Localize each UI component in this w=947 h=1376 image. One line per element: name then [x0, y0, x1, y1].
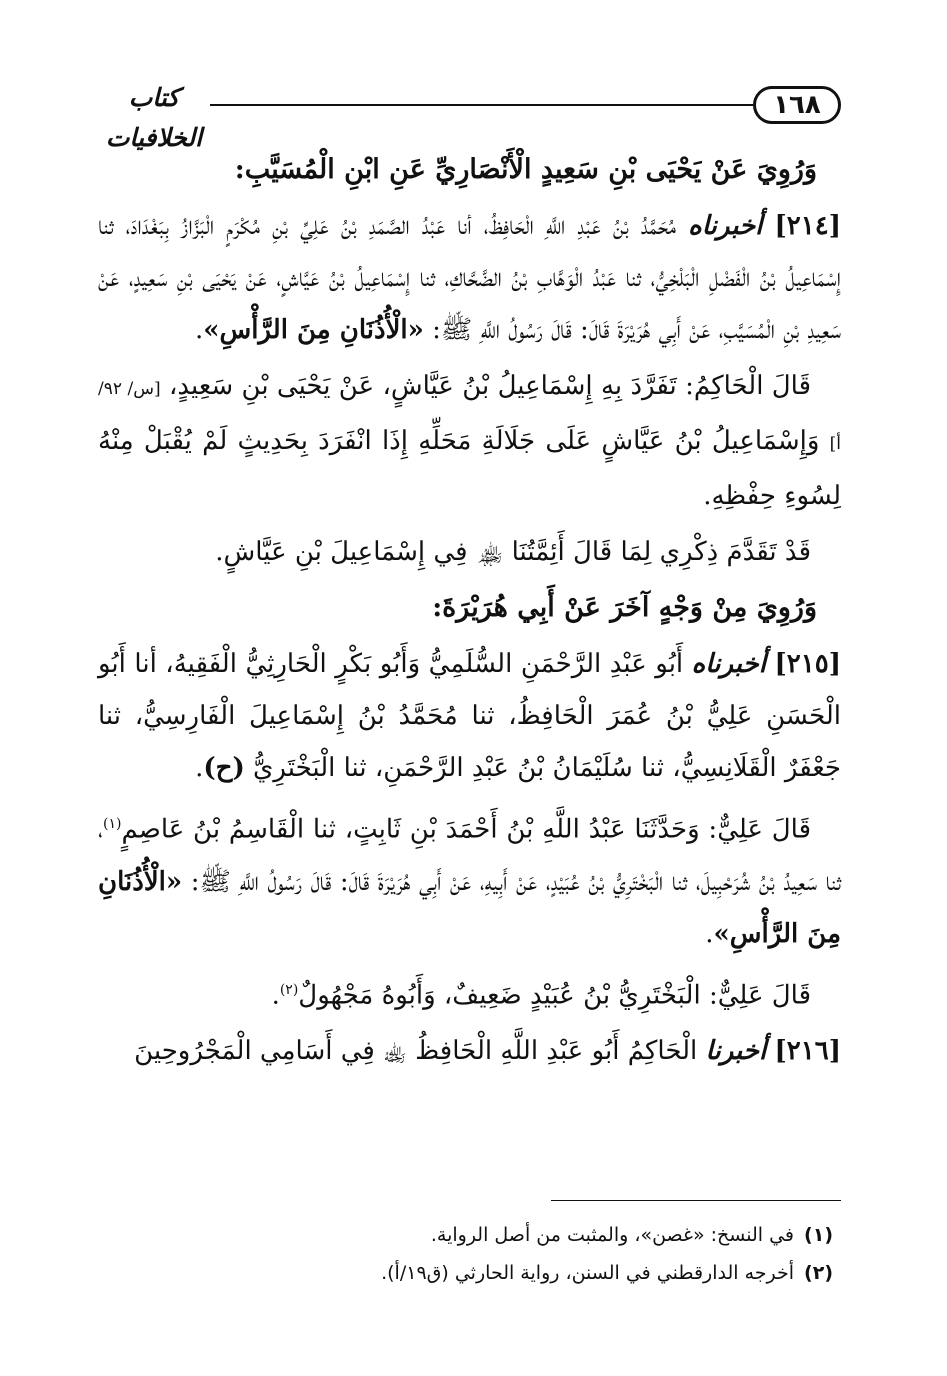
hadith-number: [٢١٤]	[774, 211, 842, 241]
sentence-end: .	[194, 315, 204, 345]
isnad-text: مُحَمَّدُ بْنُ عَبْدِ اللَّهِ الْحَافِظُ، أنا عَبْدُ الصَّمَدِ بْنُ عَلِيِّ بْنِ مُكْرَمٍ الْبَزَّازُ بِبَغْدَادَ، ثنا إِسْمَاعِيلُ بْنُ الْفَضْلِ الْبَلْخِيُّ، ثنا عَبْدُ الْوَهَّابِ بْنُ الضَّحَّاكِ، ثنا إِسْمَاعِيلُ بْنُ عَيَّاشٍ، عَنْ يَحْيَى بْنِ سَعِيدٍ، عَنْ سَعِيدِ بْنِ الْمُسَيَّبِ، عَنْ أَبِي هُرَيْرَةَ قَالَ: قَالَ رَسُولُ اللَّهِ ﷺ:	[98, 211, 841, 345]
isnad-text: الْحَاكِمُ أَبُو عَبْدِ اللَّهِ الْحَافِظُ ﵀ فِي أَسَامِي الْمَجْرُوحِينَ	[134, 1036, 698, 1067]
isnad-text-continued: ، ثنا سَعِيدُ بْنُ شُرَحْبِيلَ، ثنا الْبَخْتَرِيُّ بْنُ عُبَيْدٍ، عَنْ أَبِيهِ، عَنْ أَبِي هُرَيْرَةَ قَالَ: قَالَ رَسُولُ اللَّهِ ﷺ:	[98, 814, 842, 897]
prophetic-quote: «الْأُذُنَانِ مِنَ الرَّأْسِ»	[203, 315, 424, 345]
note-previous-mention: قَدْ تَقَدَّمَ ذِكْرِي لِمَا قَالَ أَئِمَّتُنَا ﵏ فِي إِسْمَاعِيلَ بْنِ عَيَّاشٍ.	[215, 537, 811, 567]
header-rule	[210, 104, 753, 106]
prophetic-quote: «الْأُذُنَانِ مِنَ الرَّأْسِ»	[98, 866, 841, 949]
isnad-text: أَبُو عَبْدِ الرَّحْمَنِ السُّلَمِيُّ وَأَبُو بَكْرٍ الْحَارِثِيُّ الْفَقِيهُ، أنا أَبُو الْحَسَنِ عَلِيُّ بْنُ عُمَرَ الْحَافِظُ، ثنا مُحَمَّدُ بْنُ إِسْمَاعِيلَ الْفَارِسِيُّ، ثنا جَعْفَرٌ الْقَلَانِسِيُّ، ثنا سُلَيْمَانُ بْنُ عَبْدِ الرَّحْمَنِ، ثنا الْبَخْتَرِيُّ	[98, 649, 841, 783]
section-heading-1: وَرُوِيَ عَنْ يَحْيَى بْنِ سَعِيدٍ الْأَنْصَارِيِّ عَنِ ابْنِ الْمُسَيَّبِ:	[234, 154, 817, 185]
sentence-end: .	[195, 753, 204, 783]
chain-keyword: أخبرناه	[691, 649, 766, 679]
section-heading-2: وَرُوِيَ مِنْ وَجْهٍ آخَرَ عَنْ أَبِي هُرَيْرَةَ:	[432, 592, 817, 623]
main-text	[98, 140, 841, 1077]
tahwil-mark: (ح)	[203, 753, 245, 783]
hakim-comment	[98, 360, 841, 522]
footnote-2	[98, 1254, 833, 1292]
chain-keyword: أخبرنا	[705, 1036, 767, 1067]
isnad-text: قَالَ عَلِيٌّ: وَحَدَّثَنَا عَبْدُ اللَّهِ بْنُ أَحْمَدَ بْنِ ثَابِتٍ، ثنا الْقَاسِمُ بْنُ عَاصِمٍ	[121, 814, 811, 845]
footnote-ref-2[interactable]: (٢)	[279, 981, 299, 998]
hadith-215	[98, 638, 841, 794]
sentence-end: .	[705, 918, 714, 949]
page-number: ١٦٨	[753, 86, 841, 124]
hadith-216	[98, 1025, 841, 1077]
footnote-text: أخرجه الدارقطني في السنن، رواية الحارثي (ق١٩/أ).	[381, 1262, 795, 1284]
footnotes	[98, 1216, 833, 1292]
hadith-number: [٢١٥]	[774, 649, 841, 679]
manuscript-folio-ref: [س/ ٩٢/ أ]	[98, 379, 842, 454]
footnote-number: (١)	[804, 1224, 833, 1246]
footnote-separator	[551, 1200, 841, 1201]
ali-chain	[98, 798, 841, 960]
comment-text: قَالَ عَلِيٌّ: الْبَخْتَرِيُّ بْنُ عُبَيْدٍ ضَعِيفٌ، وَأَبُوهُ مَجْهُولٌ	[298, 980, 811, 1011]
page-header	[98, 78, 841, 152]
hadith-214	[98, 200, 841, 356]
sentence-end: .	[271, 980, 280, 1011]
footnote-1	[98, 1216, 833, 1254]
ali-comment	[98, 964, 841, 1022]
footnote-text: في النسخ: «غصن»، والمثبت من أصل الرواية.	[430, 1224, 795, 1246]
hadith-number: [٢١٦]	[774, 1036, 841, 1067]
footnote-number: (٢)	[804, 1262, 833, 1284]
comment-text-continued: وَإِسْمَاعِيلُ بْنُ عَيَّاشٍ عَلَى جَلَالَةِ مَحَلِّهِ إِذَا انْفَرَدَ بِحَدِيثٍ لَمْ يُقْبَلْ مِنْهُ لِسُوءِ حِفْظِهِ.	[98, 426, 841, 511]
footnote-ref-1[interactable]: (١)	[102, 816, 122, 832]
chain-keyword: أخبرناه	[688, 211, 763, 241]
running-book-title: كتاب الخلافيات	[105, 83, 203, 152]
comment-text: قَالَ الْحَاكِمُ: تَفَرَّدَ بِهِ إِسْمَاعِيلُ بْنُ عَيَّاشٍ، عَنْ يَحْيَى بْنِ سَعِيدٍ،	[168, 371, 812, 401]
